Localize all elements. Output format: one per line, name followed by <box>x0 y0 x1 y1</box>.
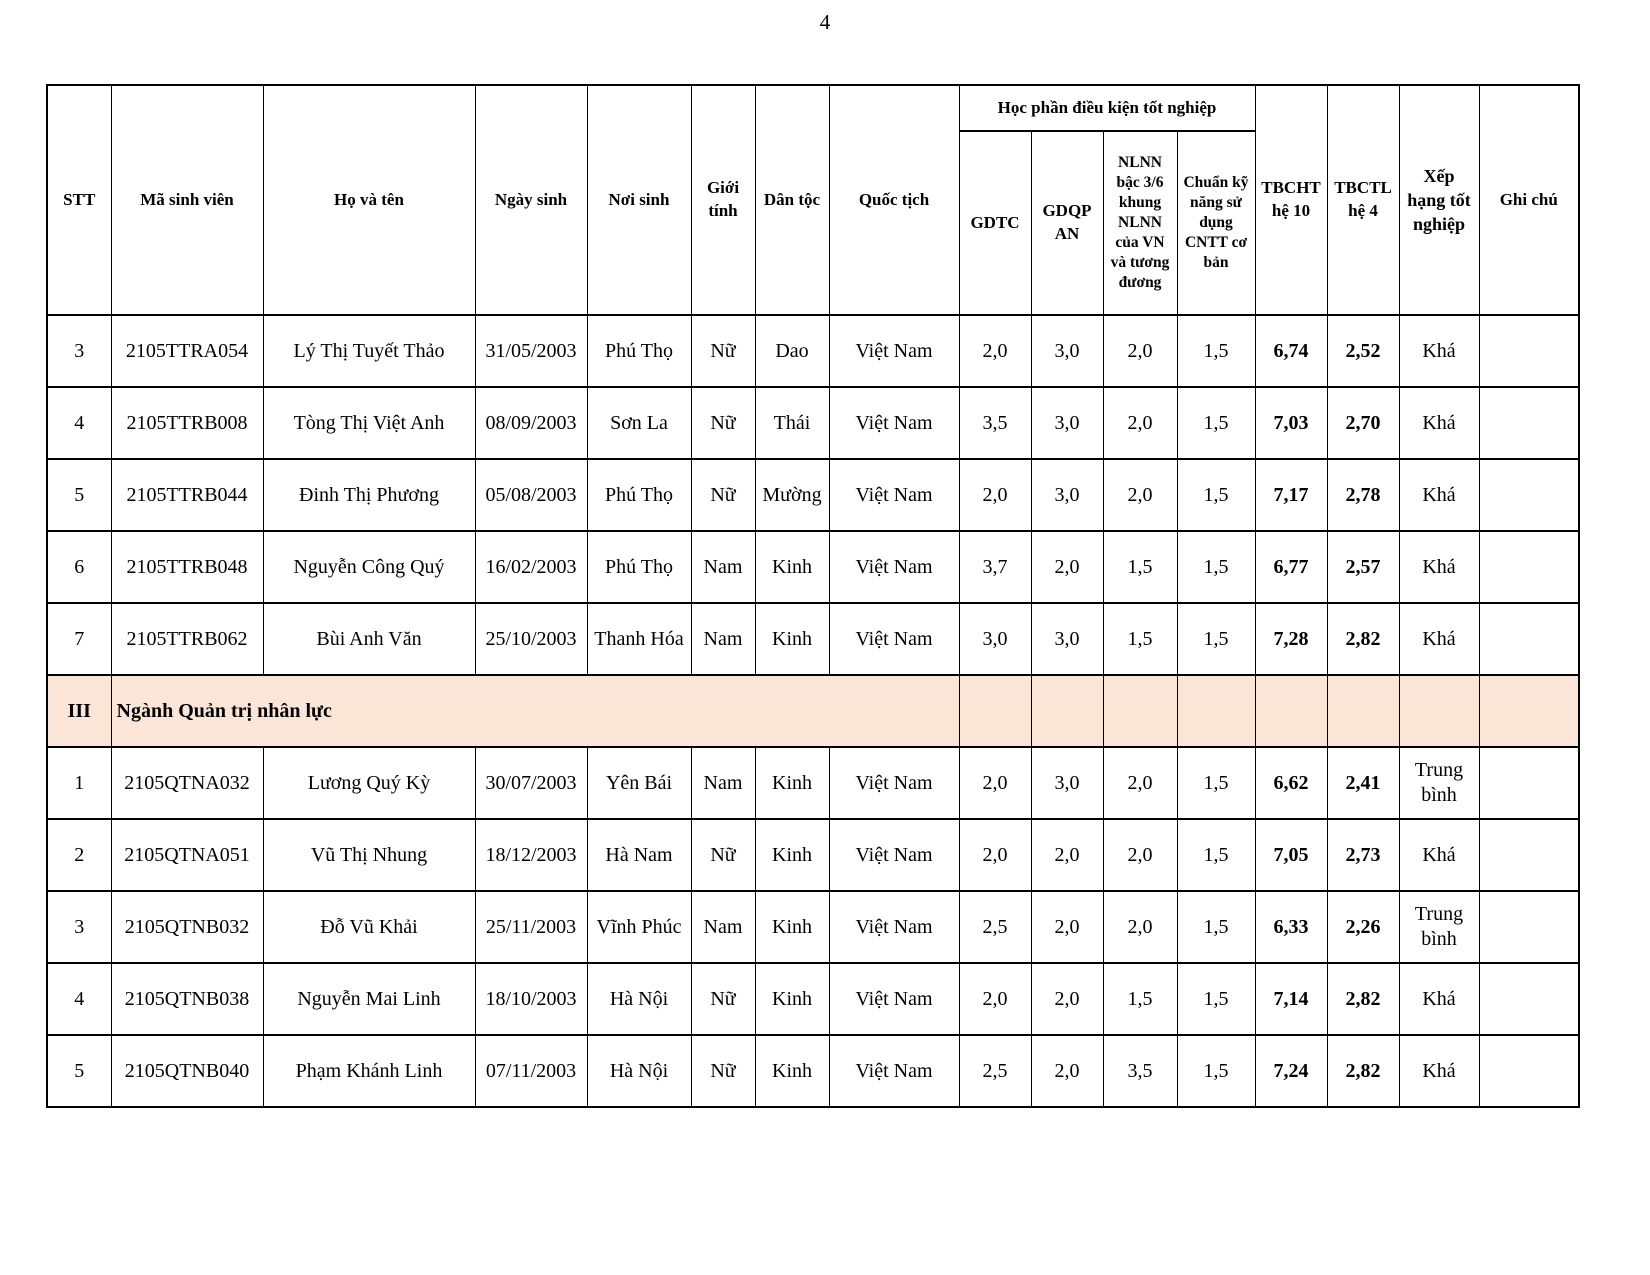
table-body <box>47 315 1579 1107</box>
cell-quoc_tich: Việt Nam <box>829 891 959 963</box>
cell-nlnn: 3,5 <box>1103 1035 1177 1107</box>
cell-dan_toc: Dao <box>755 315 829 387</box>
cell-ma_sv: 2105QTNA032 <box>111 747 263 819</box>
cell-gdtc: 2,0 <box>959 459 1031 531</box>
cell-xep_hang: Khá <box>1399 819 1479 891</box>
cell-ghi_chu <box>1479 315 1579 387</box>
cell-ngay_sinh: 30/07/2003 <box>475 747 587 819</box>
cell-gdtc: 2,0 <box>959 747 1031 819</box>
cell-noi_sinh: Vĩnh Phúc <box>587 891 691 963</box>
cell-noi_sinh: Hà Nam <box>587 819 691 891</box>
page-number: 4 <box>819 10 831 34</box>
cell-cntt: 1,5 <box>1177 891 1255 963</box>
cell-ngay_sinh: 18/12/2003 <box>475 819 587 891</box>
student-row <box>47 747 1579 819</box>
cell-ghi_chu <box>1479 963 1579 1035</box>
cell-ma_sv: 2105QTNB040 <box>111 1035 263 1107</box>
cell-ma_sv: 2105QTNB038 <box>111 963 263 1035</box>
cell-tbcht: 6,62 <box>1255 747 1327 819</box>
cell-gdtc: 2,5 <box>959 1035 1031 1107</box>
cell-dan_toc: Kinh <box>755 603 829 675</box>
cell-tbcht: 7,17 <box>1255 459 1327 531</box>
cell-tbcht: 6,33 <box>1255 891 1327 963</box>
section-empty-cell-xep_hang <box>1399 675 1479 747</box>
cell-ngay_sinh: 07/11/2003 <box>475 1035 587 1107</box>
cell-tbcht: 6,77 <box>1255 531 1327 603</box>
cell-ho_ten: Nguyễn Công Quý <box>263 531 475 603</box>
cell-stt: 3 <box>47 891 111 963</box>
cell-tbcht: 7,24 <box>1255 1035 1327 1107</box>
cell-gdtc: 3,5 <box>959 387 1031 459</box>
cell-noi_sinh: Hà Nội <box>587 963 691 1035</box>
student-row <box>47 387 1579 459</box>
col-header-tbcht-he10: TBCHT hệ 10 <box>1255 85 1327 315</box>
col-header-cntt: Chuẩn kỹ năng sử dụng CNTT cơ bản <box>1177 131 1255 315</box>
cell-ngay_sinh: 05/08/2003 <box>475 459 587 531</box>
cell-gdqp: 2,0 <box>1031 1035 1103 1107</box>
cell-quoc_tich: Việt Nam <box>829 963 959 1035</box>
cell-ho_ten: Đỗ Vũ Khải <box>263 891 475 963</box>
cell-ghi_chu <box>1479 603 1579 675</box>
cell-xep_hang: Trung bình <box>1399 891 1479 963</box>
cell-gdtc: 2,5 <box>959 891 1031 963</box>
cell-gdqp: 3,0 <box>1031 459 1103 531</box>
col-header-ngay-sinh: Ngày sinh <box>475 85 587 315</box>
cell-tbcht: 7,14 <box>1255 963 1327 1035</box>
cell-gioi_tinh: Nữ <box>691 963 755 1035</box>
section-row <box>47 675 1579 747</box>
cell-xep_hang: Khá <box>1399 387 1479 459</box>
col-header-tbctl-he4: TBCTL hệ 4 <box>1327 85 1399 315</box>
cell-cntt: 1,5 <box>1177 387 1255 459</box>
student-row <box>47 459 1579 531</box>
student-row <box>47 819 1579 891</box>
cell-tbctl: 2,82 <box>1327 963 1399 1035</box>
cell-ho_ten: Nguyễn Mai Linh <box>263 963 475 1035</box>
cell-ma_sv: 2105TTRB062 <box>111 603 263 675</box>
cell-xep_hang: Khá <box>1399 459 1479 531</box>
cell-tbctl: 2,82 <box>1327 603 1399 675</box>
cell-gioi_tinh: Nữ <box>691 1035 755 1107</box>
cell-stt: 6 <box>47 531 111 603</box>
section-empty-cell-nlnn <box>1103 675 1177 747</box>
student-row <box>47 603 1579 675</box>
cell-tbctl: 2,82 <box>1327 1035 1399 1107</box>
cell-ho_ten: Bùi Anh Văn <box>263 603 475 675</box>
cell-gdqp: 2,0 <box>1031 531 1103 603</box>
section-empty-cell-gdqp <box>1031 675 1103 747</box>
cell-xep_hang: Khá <box>1399 963 1479 1035</box>
cell-stt: 4 <box>47 387 111 459</box>
cell-cntt: 1,5 <box>1177 531 1255 603</box>
cell-cntt: 1,5 <box>1177 819 1255 891</box>
cell-ma_sv: 2105TTRB008 <box>111 387 263 459</box>
cell-gioi_tinh: Nữ <box>691 387 755 459</box>
student-row <box>47 891 1579 963</box>
cell-cntt: 1,5 <box>1177 747 1255 819</box>
cell-gdtc: 3,7 <box>959 531 1031 603</box>
section-empty-cell-cntt <box>1177 675 1255 747</box>
cell-quoc_tich: Việt Nam <box>829 603 959 675</box>
cell-nlnn: 2,0 <box>1103 747 1177 819</box>
cell-ngay_sinh: 16/02/2003 <box>475 531 587 603</box>
cell-gdqp: 2,0 <box>1031 891 1103 963</box>
cell-ho_ten: Lương Quý Kỳ <box>263 747 475 819</box>
cell-ho_ten: Đinh Thị Phương <box>263 459 475 531</box>
col-header-quoc-tich: Quốc tịch <box>829 85 959 315</box>
cell-gioi_tinh: Nữ <box>691 819 755 891</box>
cell-xep_hang: Trung bình <box>1399 747 1479 819</box>
cell-gioi_tinh: Nam <box>691 531 755 603</box>
cell-stt: 5 <box>47 459 111 531</box>
cell-gdqp: 2,0 <box>1031 819 1103 891</box>
cell-ma_sv: 2105QTNB032 <box>111 891 263 963</box>
cell-ghi_chu <box>1479 1035 1579 1107</box>
cell-nlnn: 2,0 <box>1103 315 1177 387</box>
cell-quoc_tich: Việt Nam <box>829 819 959 891</box>
cell-ghi_chu <box>1479 387 1579 459</box>
cell-ma_sv: 2105TTRB048 <box>111 531 263 603</box>
cell-gdtc: 2,0 <box>959 315 1031 387</box>
section-label: Ngành Quản trị nhân lực <box>111 675 959 747</box>
cell-ma_sv: 2105TTRA054 <box>111 315 263 387</box>
cell-quoc_tich: Việt Nam <box>829 315 959 387</box>
cell-cntt: 1,5 <box>1177 315 1255 387</box>
cell-tbctl: 2,73 <box>1327 819 1399 891</box>
cell-quoc_tich: Việt Nam <box>829 1035 959 1107</box>
cell-stt: 2 <box>47 819 111 891</box>
cell-gdqp: 3,0 <box>1031 747 1103 819</box>
cell-xep_hang: Khá <box>1399 1035 1479 1107</box>
cell-dan_toc: Kinh <box>755 963 829 1035</box>
cell-gdqp: 3,0 <box>1031 315 1103 387</box>
col-header-gdtc: GDTC <box>959 131 1031 315</box>
cell-ngay_sinh: 18/10/2003 <box>475 963 587 1035</box>
cell-nlnn: 1,5 <box>1103 963 1177 1035</box>
col-header-ho-va-ten: Họ và tên <box>263 85 475 315</box>
table-header <box>47 85 1579 315</box>
cell-tbctl: 2,57 <box>1327 531 1399 603</box>
cell-nlnn: 1,5 <box>1103 531 1177 603</box>
cell-tbctl: 2,41 <box>1327 747 1399 819</box>
cell-ho_ten: Lý Thị Tuyết Thảo <box>263 315 475 387</box>
cell-gioi_tinh: Nữ <box>691 315 755 387</box>
cell-stt: 3 <box>47 315 111 387</box>
student-row <box>47 531 1579 603</box>
section-empty-cell-ghi_chu <box>1479 675 1579 747</box>
cell-xep_hang: Khá <box>1399 315 1479 387</box>
cell-nlnn: 2,0 <box>1103 459 1177 531</box>
cell-gdtc: 2,0 <box>959 963 1031 1035</box>
cell-ho_ten: Vũ Thị Nhung <box>263 819 475 891</box>
cell-gioi_tinh: Nam <box>691 891 755 963</box>
col-header-gdqp-an: GDQP AN <box>1031 131 1103 315</box>
cell-cntt: 1,5 <box>1177 459 1255 531</box>
col-header-dan-toc: Dân tộc <box>755 85 829 315</box>
cell-nlnn: 2,0 <box>1103 387 1177 459</box>
cell-stt: 7 <box>47 603 111 675</box>
cell-tbcht: 7,05 <box>1255 819 1327 891</box>
col-header-xep-hang: Xếp hạng tốt nghiệp <box>1399 85 1479 315</box>
cell-tbctl: 2,70 <box>1327 387 1399 459</box>
cell-ngay_sinh: 08/09/2003 <box>475 387 587 459</box>
cell-ma_sv: 2105TTRB044 <box>111 459 263 531</box>
cell-gdqp: 3,0 <box>1031 387 1103 459</box>
cell-ghi_chu <box>1479 459 1579 531</box>
cell-stt: 1 <box>47 747 111 819</box>
col-header-nlnn: NLNN bậc 3/6 khung NLNN của VN và tương đương <box>1103 131 1177 315</box>
cell-dan_toc: Kinh <box>755 1035 829 1107</box>
cell-nlnn: 2,0 <box>1103 819 1177 891</box>
cell-ho_ten: Tòng Thị Việt Anh <box>263 387 475 459</box>
cell-ngay_sinh: 31/05/2003 <box>475 315 587 387</box>
cell-xep_hang: Khá <box>1399 531 1479 603</box>
cell-quoc_tich: Việt Nam <box>829 387 959 459</box>
cell-ngay_sinh: 25/11/2003 <box>475 891 587 963</box>
cell-gioi_tinh: Nam <box>691 603 755 675</box>
cell-gioi_tinh: Nữ <box>691 459 755 531</box>
cell-ghi_chu <box>1479 819 1579 891</box>
cell-tbcht: 7,28 <box>1255 603 1327 675</box>
cell-ghi_chu <box>1479 747 1579 819</box>
cell-dan_toc: Kinh <box>755 819 829 891</box>
cell-gdqp: 2,0 <box>1031 963 1103 1035</box>
cell-tbcht: 7,03 <box>1255 387 1327 459</box>
cell-xep_hang: Khá <box>1399 603 1479 675</box>
cell-tbcht: 6,74 <box>1255 315 1327 387</box>
cell-dan_toc: Kinh <box>755 747 829 819</box>
cell-ngay_sinh: 25/10/2003 <box>475 603 587 675</box>
student-row <box>47 315 1579 387</box>
student-row <box>47 963 1579 1035</box>
cell-quoc_tich: Việt Nam <box>829 459 959 531</box>
cell-ma_sv: 2105QTNA051 <box>111 819 263 891</box>
cell-dan_toc: Mường <box>755 459 829 531</box>
section-empty-cell-tbcht <box>1255 675 1327 747</box>
group-header-hoc-phan-dieu-kien: Học phần điều kiện tốt nghiệp <box>959 85 1255 131</box>
cell-noi_sinh: Phú Thọ <box>587 315 691 387</box>
cell-gdtc: 3,0 <box>959 603 1031 675</box>
section-index: III <box>47 675 111 747</box>
cell-gioi_tinh: Nam <box>691 747 755 819</box>
cell-noi_sinh: Hà Nội <box>587 1035 691 1107</box>
cell-gdtc: 2,0 <box>959 819 1031 891</box>
cell-dan_toc: Kinh <box>755 891 829 963</box>
section-empty-cell-tbctl <box>1327 675 1399 747</box>
section-empty-cell-gdtc <box>959 675 1031 747</box>
cell-tbctl: 2,52 <box>1327 315 1399 387</box>
cell-ho_ten: Phạm Khánh Linh <box>263 1035 475 1107</box>
col-header-ghi-chu: Ghi chú <box>1479 85 1579 315</box>
cell-ghi_chu <box>1479 531 1579 603</box>
cell-dan_toc: Thái <box>755 387 829 459</box>
col-header-noi-sinh: Nơi sinh <box>587 85 691 315</box>
col-header-gioi-tinh: Giới tính <box>691 85 755 315</box>
cell-cntt: 1,5 <box>1177 1035 1255 1107</box>
cell-stt: 4 <box>47 963 111 1035</box>
cell-tbctl: 2,78 <box>1327 459 1399 531</box>
cell-nlnn: 2,0 <box>1103 891 1177 963</box>
cell-quoc_tich: Việt Nam <box>829 531 959 603</box>
cell-dan_toc: Kinh <box>755 531 829 603</box>
cell-nlnn: 1,5 <box>1103 603 1177 675</box>
cell-stt: 5 <box>47 1035 111 1107</box>
cell-noi_sinh: Sơn La <box>587 387 691 459</box>
cell-quoc_tich: Việt Nam <box>829 747 959 819</box>
cell-noi_sinh: Phú Thọ <box>587 531 691 603</box>
col-header-ma-sinh-vien: Mã sinh viên <box>111 85 263 315</box>
col-header-stt: STT <box>47 85 111 315</box>
cell-cntt: 1,5 <box>1177 963 1255 1035</box>
cell-ghi_chu <box>1479 891 1579 963</box>
cell-noi_sinh: Thanh Hóa <box>587 603 691 675</box>
graduation-roster-table <box>46 84 1580 1108</box>
cell-cntt: 1,5 <box>1177 603 1255 675</box>
cell-noi_sinh: Phú Thọ <box>587 459 691 531</box>
cell-gdqp: 3,0 <box>1031 603 1103 675</box>
cell-tbctl: 2,26 <box>1327 891 1399 963</box>
student-row <box>47 1035 1579 1107</box>
cell-noi_sinh: Yên Bái <box>587 747 691 819</box>
